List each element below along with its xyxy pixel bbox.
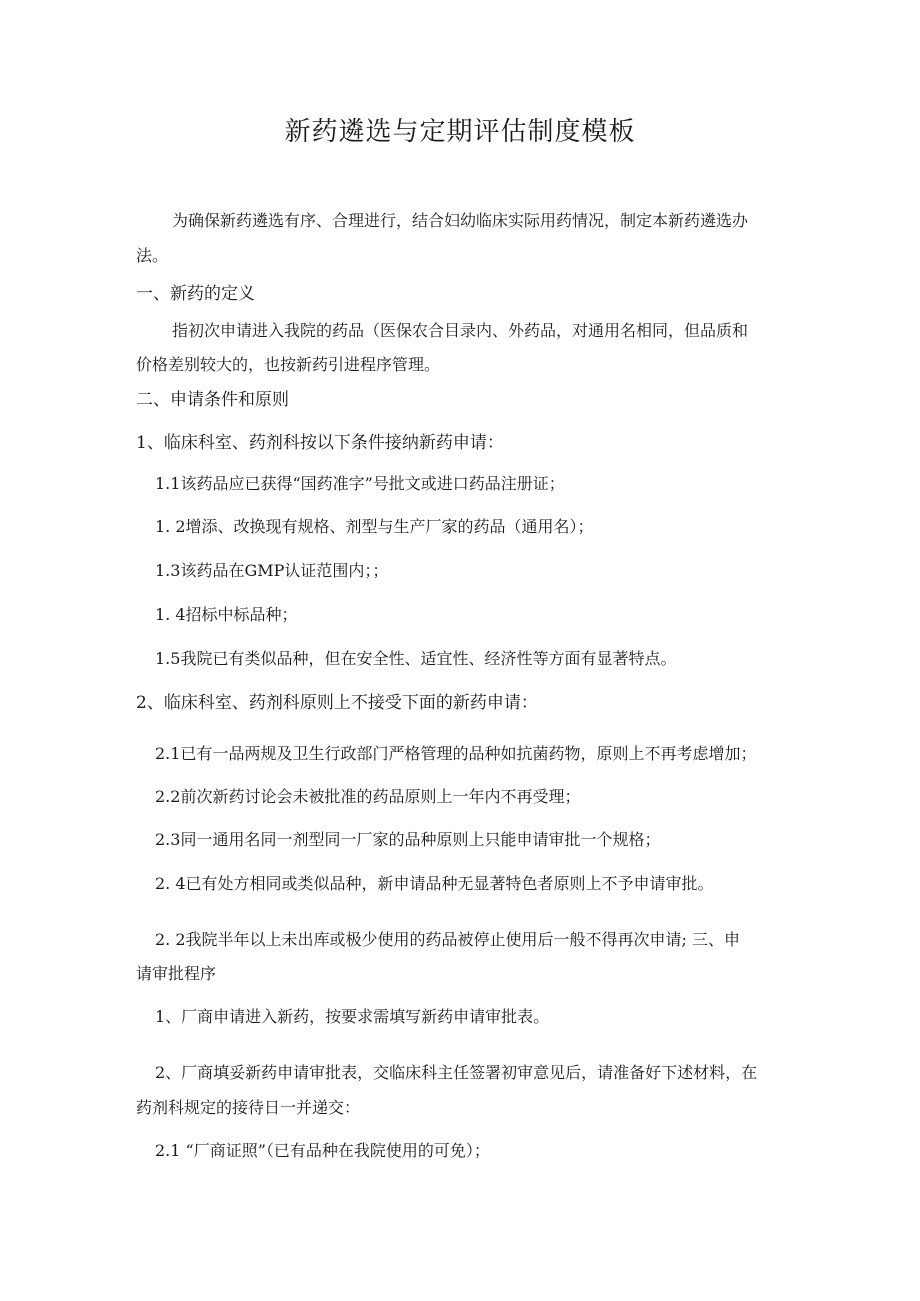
section-1-text-line-1: 指初次申请进入我院的药品（医保农合目录内、外药品，对通用名相同，但品质和 [172, 321, 749, 340]
list-item: 2.3同一通用名同一剂型同一厂家的品种原则上只能申请审批一个规格； [155, 830, 661, 849]
intro-paragraph-line-2: 法。 [136, 246, 169, 265]
list-item: 2.1已有一品两规及卫生行政部门严格管理的品种如抗菌药物，原则上不再考虑增加； [155, 744, 757, 763]
section-1-heading: 一、新药的定义 [136, 284, 255, 304]
list-item: 1.5我院已有类似品种，但在安全性、适宜性、经济性等方面有显著特点。 [155, 649, 677, 668]
document-title: 新药遴选与定期评估制度模板 [284, 117, 636, 147]
section-1-text-line-2: 价格差别较大的，也按新药引进程序管理。 [136, 355, 441, 374]
list-item: 2.2前次新药讨论会未被批准的药品原则上一年内不再受理； [155, 787, 581, 806]
section-2-heading: 二、申请条件和原则 [136, 390, 289, 410]
intro-paragraph-line-1: 为确保新药遴选有序、合理进行，结合妇幼临床实际用药情况，制定本新药遴选办 [172, 211, 749, 230]
list-item: 2. 4已有处方相同或类似品种，新申请品种无显著特色者原则上不予申请审批。 [155, 874, 714, 893]
list-item: 1.3该药品在GMP认证范围内；； [155, 561, 389, 580]
list-item-line-1: 2. 2我院半年以上未出库或极少使用的药品被停止使用后一般不得再次申请; 三、申 [155, 930, 741, 949]
procedure-step-2-line-1: 2、厂商填妥新药申请审批表，交临床科主任签署初审意见后，请准备好下述材料，在 [155, 1063, 758, 1082]
procedure-step-1: 1、厂商申请进入新药，按要求需填写新药申请审批表。 [155, 1007, 550, 1026]
list-item: 1. 2增添、改换现有规格、剂型与生产厂家的药品（通用名）； [155, 517, 594, 536]
procedure-step-2-item-1: 2.1 “厂商证照”（已有品种在我院使用的可免）； [155, 1141, 490, 1160]
subsection-1-heading: 1、临床科室、药剂科按以下条件接纳新药申请： [136, 433, 504, 453]
procedure-step-2-line-2: 药剂科规定的接待日一并递交： [136, 1098, 361, 1117]
list-item: 1. 4招标中标品种； [155, 605, 298, 624]
list-item: 1.1该药品应已获得“国药准字”号批文或进口药品注册证； [155, 474, 565, 493]
subsection-2-heading: 2、临床科室、药剂科原则上不接受下面的新药申请： [136, 693, 538, 713]
list-item-line-2: 请审批程序 [136, 964, 217, 983]
